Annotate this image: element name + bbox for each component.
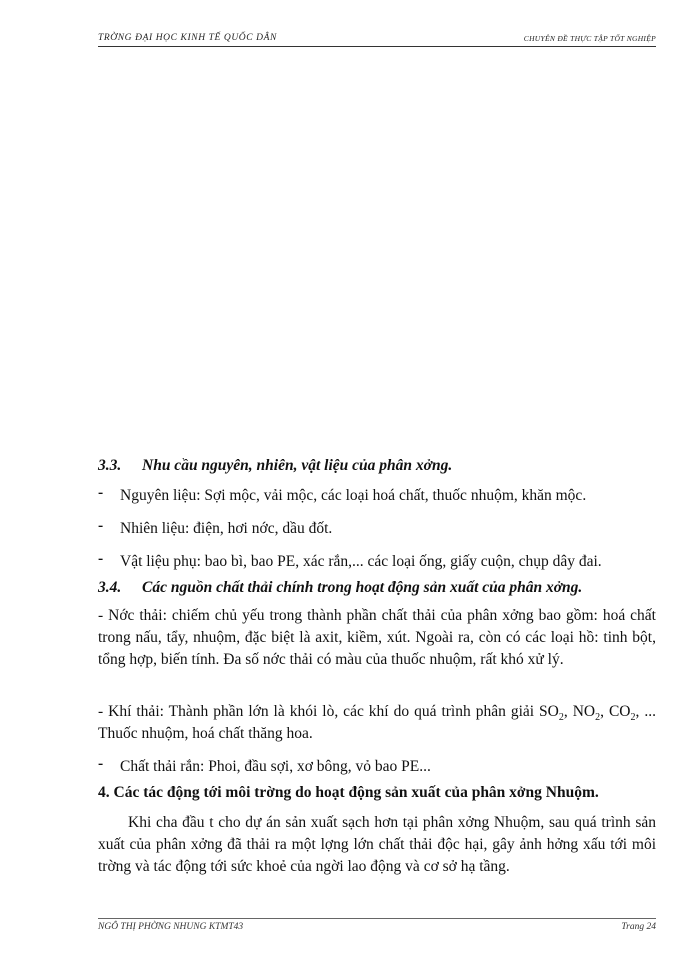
page-number: Trang 24 (621, 922, 656, 932)
header-school: TRỜNG ĐẠI HỌC KINH TẾ QUỐC DÂN (98, 33, 277, 43)
paragraph-water-waste: - Nớc thải: chiếm chủ yếu trong thành phần chất thải của phân xởng bao gồm: hoá chất trong nấu, tẩy, nhuộm, đặc biệt là axit, kiềm, xút. Ngoài ra, còn có các loại hồ: tinh bột, tổng hợp, biến tính. Đa số nớc thải có màu của thuốc nhuộm, rất khó xử lý. (98, 607, 656, 668)
bullet-dash-icon: - (98, 755, 104, 772)
header-rule (98, 46, 656, 47)
heading-4: 4. Các tác động tới môi trờng do hoạt động sản xuất của phân xởng Nhuộm. (98, 784, 599, 801)
heading-3-4 (98, 577, 582, 599)
heading-number: 3.4. (98, 579, 122, 596)
page-footer (98, 922, 656, 932)
bullet-dash-icon: - (98, 550, 104, 567)
footer-rule (98, 918, 656, 919)
heading-title: Nhu cầu nguyên, nhiên, vật liệu của phân xởng. (142, 457, 453, 474)
heading-title: Các nguồn chất thải chính trong hoạt động sản xuất của phân xởng. (142, 579, 583, 596)
header-doc-title: CHUYÊN ĐỀ THỰC TẬP TỐT NGHIỆP (523, 34, 656, 43)
subscript: 2 (595, 712, 601, 724)
footer-author: NGÔ THỊ PHỜNG NHUNG KTMT43 (98, 922, 244, 932)
subscript: 2 (630, 712, 636, 724)
heading-number: 3.3. (98, 457, 122, 474)
gas-text-4: , ... Thuốc nhuộm, hoá chất thăng hoa. (98, 703, 656, 742)
subscript: 2 (558, 712, 564, 724)
list-item-text: Nguyên liệu: Sợi mộc, vải mộc, các loại hoá chất, thuốc nhuộm, khăn mộc. (120, 487, 587, 504)
paragraph-impacts: Khi cha đầu t cho dự án sản xuất sạch hơn tại phân xởng Nhuộm, sau quá trình sản xuất của phân xởng đã thải ra một lợng lớn chất thải độc hại, gây ảnh hởng xấu tới môi trờng và tác động tới sức khoẻ của ngời lao động và cơ sở hạ tầng. (98, 814, 656, 875)
gas-text-1: - Khí thải: Thành phần lớn là khói lò, các khí do quá trình phân giải SO (98, 703, 559, 720)
bullet-dash-icon: - (98, 484, 104, 501)
list-item-text: Nhiên liệu: điện, hơi nớc, dầu đốt. (120, 520, 333, 537)
list-item-text: Chất thải rắn: Phoi, đầu sợi, xơ bông, vỏ bao PE... (120, 758, 431, 775)
gas-text-3: , CO (600, 703, 631, 720)
heading-3-3 (98, 455, 452, 477)
bullet-dash-icon: - (98, 517, 104, 534)
list-item-text: Vật liệu phụ: bao bì, bao PE, xác rắn,... các loại ống, giấy cuộn, chụp dây đai. (120, 553, 602, 570)
paragraph-gas-waste (98, 701, 656, 745)
gas-text-2: , NO (563, 703, 596, 720)
page-header (98, 33, 656, 43)
